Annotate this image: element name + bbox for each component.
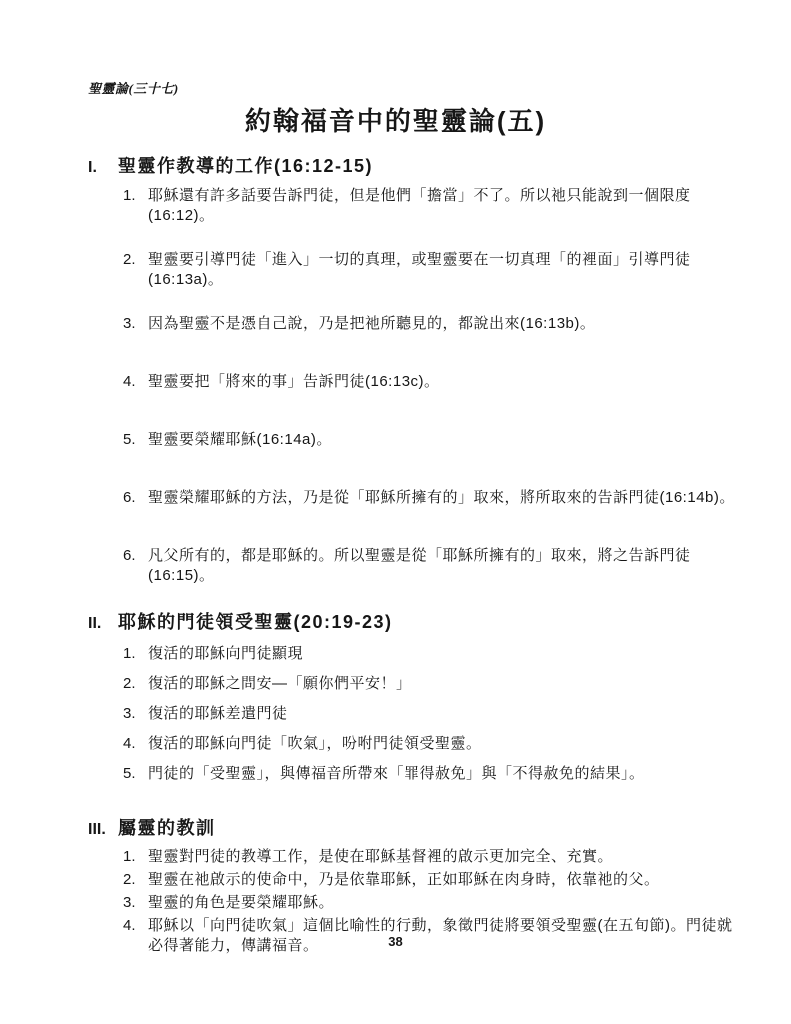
item-text: 聖靈的角色是要榮耀耶穌。 — [148, 894, 335, 911]
item-number: 6. — [123, 547, 136, 564]
list-item — [123, 488, 753, 508]
item-text: 復活的耶穌向門徒顯現 — [148, 645, 304, 662]
header-note: 聖靈論(三十七) — [88, 81, 179, 96]
item-text: 聖靈要榮耀耶穌(16:14a)。 — [148, 431, 332, 448]
item-number: 3. — [123, 315, 136, 332]
section-numeral: II. — [88, 615, 102, 632]
item-text: 復活的耶穌差遣門徒 — [148, 705, 288, 722]
section-i — [88, 152, 753, 586]
item-text: 復活的耶穌向門徒「吹氣」，吩咐門徒領受聖靈。 — [148, 735, 482, 752]
item-text: 聖靈榮耀耶穌的方法，乃是從「耶穌所擁有的」取來，將所取來的告訴門徒(16:14b)。 — [148, 489, 735, 506]
item-number: 1. — [123, 187, 136, 204]
item-number: 5. — [123, 431, 136, 448]
item-text: 門徒的「受聖靈」，與傳福音所帶來「罪得赦免」與「不得赦免的結果」。 — [148, 765, 645, 782]
section-heading: 聖靈作教導的工作(16:12-15) — [118, 156, 374, 176]
item-text: 聖靈對門徒的教導工作，是使在耶穌基督裡的啟示更加完全、充實。 — [148, 848, 614, 865]
item-text: 凡父所有的，都是耶穌的。所以聖靈是從「耶穌所擁有的」取來，將之告訴門徒(16:15)。 — [148, 547, 691, 584]
list-item — [123, 893, 753, 913]
item-number: 4. — [123, 735, 136, 752]
list-item — [123, 674, 753, 694]
item-number: 5. — [123, 765, 136, 782]
item-number: 3. — [123, 894, 136, 911]
list-item — [123, 644, 753, 664]
section-items — [123, 644, 753, 784]
item-number: 2. — [123, 251, 136, 268]
list-item — [123, 704, 753, 724]
item-text: 耶穌還有許多話要告訴門徒，但是他們「擔當」不了。所以祂只能說到一個限度(16:12)。 — [148, 187, 691, 224]
item-number: 3. — [123, 705, 136, 722]
list-item — [123, 372, 753, 392]
section-numeral: I. — [88, 159, 97, 176]
item-number: 2. — [123, 675, 136, 692]
section-heading: 耶穌的門徒領受聖靈(20:19-23) — [118, 612, 393, 632]
section-numeral: III. — [88, 821, 106, 838]
page-title: 約翰福音中的聖靈論(五) — [244, 106, 547, 136]
item-number: 6. — [123, 489, 136, 506]
section-items — [123, 186, 753, 586]
list-item — [123, 847, 753, 867]
item-text: 耶穌以「向門徒吹氣」這個比喻性的行動，象徵門徒將要領受聖靈(在五旬節)。門徒就必得著能力，傳講福音。 — [148, 917, 733, 954]
section-heading-row — [88, 608, 753, 634]
item-text: 復活的耶穌之問安—「願你們平安！」 — [148, 675, 412, 692]
item-text: 聖靈要把「將來的事」告訴門徒(16:13c)。 — [148, 373, 440, 390]
list-item — [123, 314, 753, 334]
section-heading-row — [88, 814, 753, 840]
item-number: 1. — [123, 848, 136, 865]
section-heading: 屬靈的教訓 — [118, 818, 216, 838]
item-number: 2. — [123, 871, 136, 888]
list-item — [123, 764, 753, 784]
section-heading-row — [88, 152, 753, 178]
item-number: 4. — [123, 373, 136, 390]
list-item — [123, 186, 753, 226]
section-ii — [88, 608, 753, 784]
item-text: 聖靈在祂啟示的使命中，乃是依靠耶穌，正如耶穌在肉身時，依靠祂的父。 — [148, 871, 660, 888]
list-item — [123, 430, 753, 450]
item-text: 聖靈要引導門徒「進入」一切的真理，或聖靈要在一切真理「的裡面」引導門徒(16:13a)。 — [148, 251, 691, 288]
page-number: 38 — [388, 934, 403, 949]
item-text: 因為聖靈不是憑自己說，乃是把祂所聽見的，都說出來(16:13b)。 — [148, 315, 596, 332]
list-item — [123, 734, 753, 754]
list-item — [123, 250, 753, 290]
item-number: 4. — [123, 917, 136, 934]
document-content — [88, 152, 753, 959]
item-number: 1. — [123, 645, 136, 662]
list-item — [123, 546, 753, 586]
list-item — [123, 870, 753, 890]
